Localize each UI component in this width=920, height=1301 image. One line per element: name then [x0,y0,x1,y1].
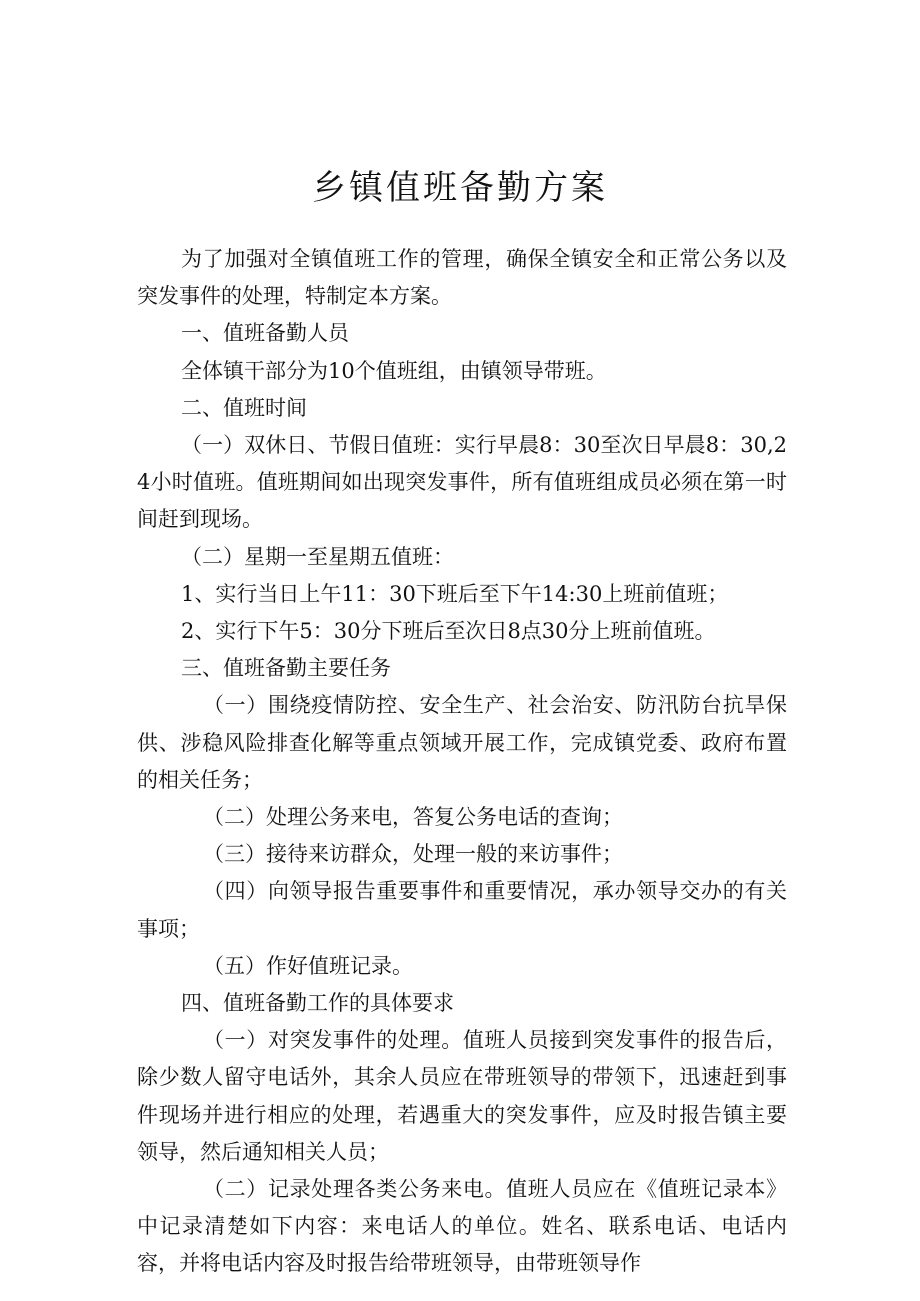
paragraph: （一）对突发事件的处理。值班人员接到突发事件的报告后，除少数人留守电话外，其余人员应在带班领导的带领下，迅速赶到事件现场并进行相应的处理，若遇重大的突发事件，应及时报告镇主要领导，然后通知相关人员； [137,1028,787,1164]
section-heading: 二、值班时间 [181,395,307,420]
section-heading: 四、值班备勤工作的具体要求 [181,991,454,1016]
section-heading: 三、值班备勤主要任务 [181,656,391,681]
paragraph: （一）双休日、节假日值班：实行早晨8：30至次日早晨8：30,24小时值班。值班期间如出现突发事件，所有值班组成员必须在第一时间赶到现场。 [137,433,787,532]
paragraph: 全体镇干部分为10个值班组，由镇领导带班。 [181,358,607,383]
paragraph: （二）记录处理各类公务来电。值班人员应在《值班记录本》中记录清楚如下内容：来电话人的单位。姓名、联系电话、电话内容，并将电话内容及时报告给带班领导，由带班领导作 [137,1177,787,1276]
paragraph: （二）星期一至星期五值班： [181,544,454,569]
paragraph: 为了加强对全镇值班工作的管理，确保全镇安全和正常公务以及突发事件的处理，特制定本方案。 [137,247,787,309]
paragraph: （四）向领导报告重要事件和重要情况，承办领导交办的有关事项； [137,879,787,941]
section-heading: 一、值班备勤人员 [181,321,349,346]
paragraph: 1、实行当日上午11：30下班后至下午14:30上班前值班； [181,581,729,606]
paragraph: 2、实行下午5：30分下班后至次日8点30分上班前值班。 [181,619,716,644]
paragraph: （一）围绕疫情防控、安全生产、社会治安、防汛防台抗旱保供、涉稳风险排查化解等重点领域开展工作，完成镇党委、政府布置的相关任务； [137,693,787,792]
paragraph: （五）作好值班记录。 [203,953,413,978]
document-title: 乡镇值班备勤方案 [312,168,608,208]
paragraph: （二）处理公务来电，答复公务电话的查询； [203,805,623,830]
document-body [137,241,787,1283]
paragraph: （三）接待来访群众，处理一般的来访事件； [203,842,623,867]
